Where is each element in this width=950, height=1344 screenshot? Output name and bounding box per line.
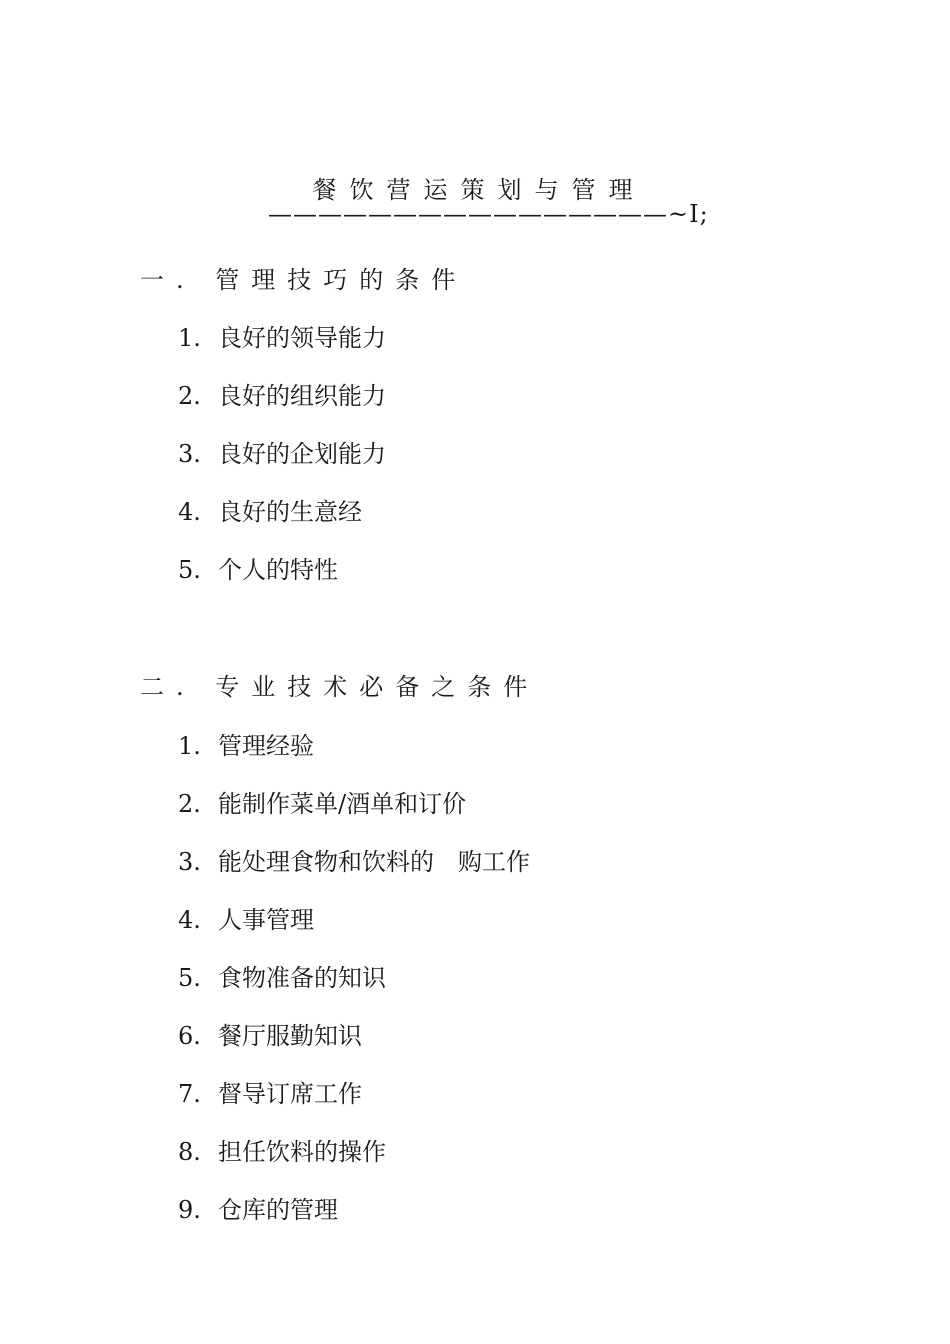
item-number: 3. [178,440,201,468]
list-item [178,726,314,761]
item-number: 2. [178,382,201,410]
item-number: 4. [178,498,201,526]
list-item [178,1132,386,1167]
item-text: 良好的领导能力 [218,324,386,352]
item-text: 督导订席工作 [218,1080,362,1108]
document-title: 餐饮营运策划与管理 [312,176,646,204]
item-text: 人事管理 [218,906,314,934]
list-item [178,1016,362,1051]
item-number: 4. [178,906,201,934]
section-heading-1: 一. 管理技巧的条件 [140,266,468,294]
item-number: 5. [178,556,201,584]
item-text: 担任饮料的操作 [218,1138,386,1166]
list-item [178,900,314,935]
item-text: 能处理食物和饮料的 购工作 [218,848,530,876]
list-item [178,784,466,819]
list-item [178,1190,338,1225]
item-number: 7. [178,1080,201,1108]
title-underline: ————————————————~I; [268,200,709,228]
list-item [178,842,530,877]
list-item [178,492,362,527]
item-text: 良好的生意经 [218,498,362,526]
item-number: 8. [178,1138,201,1166]
item-number: 9. [178,1196,201,1224]
item-text: 餐厅服勤知识 [218,1022,362,1050]
item-number: 6. [178,1022,201,1050]
list-item [178,958,386,993]
item-text: 个人的特性 [218,556,338,584]
list-item [178,550,338,585]
item-text: 食物准备的知识 [218,964,386,992]
item-text: 良好的组织能力 [218,382,386,410]
item-number: 1. [178,324,201,352]
list-item [178,1074,362,1109]
item-number: 1. [178,732,201,760]
list-item [178,318,386,353]
section-heading-2: 二. 专业技术必备之条件 [140,673,540,701]
list-item [178,434,386,469]
item-text: 仓库的管理 [218,1196,338,1224]
item-text: 良好的企划能力 [218,440,386,468]
item-text: 管理经验 [218,732,314,760]
list-item [178,376,386,411]
item-number: 3. [178,848,201,876]
item-number: 5. [178,964,201,992]
item-number: 2. [178,790,201,818]
item-text: 能制作菜单/酒单和订价 [218,790,467,818]
